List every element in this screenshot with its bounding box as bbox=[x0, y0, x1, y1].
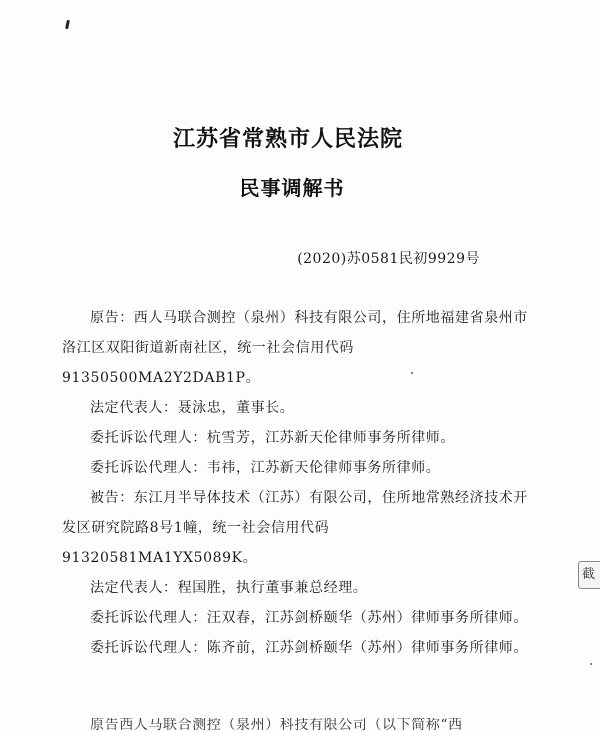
body-paragraph: 原告：西人马联合测控（泉州）科技有限公司，住所地福建省泉州市洛江区双阳街道新南社区，统一社会信用代码 bbox=[62, 310, 528, 356]
case-number: (2020)苏0581民初9929号 bbox=[297, 251, 480, 267]
scan-ink-mark bbox=[65, 20, 70, 29]
body-paragraph: 91350500MA2Y2DAB1P。 bbox=[62, 370, 261, 386]
body-paragraph: 法定代表人：程国胜，执行董事兼总经理。 bbox=[90, 580, 368, 596]
document-type-title: 民事调解书 bbox=[239, 176, 345, 200]
document-body bbox=[62, 303, 532, 663]
body-paragraph: 法定代表人：聂泳忠，董事长。 bbox=[90, 400, 295, 416]
screenshot-side-tab[interactable] bbox=[578, 561, 600, 589]
body-paragraph: 委托诉讼代理人：杭雪芳，江苏新天伦律师事务所律师。 bbox=[90, 430, 455, 446]
body-paragraph: 委托诉讼代理人：汪双春，江苏剑桥颐华（苏州）律师事务所律师。 bbox=[90, 610, 528, 626]
side-tab-label: 截 bbox=[582, 567, 596, 582]
body-paragraph: 被告：东江月半导体技术（江苏）有限公司，住所地常熟经济技术开发区研究院路8号1幢，统一社会信用代码 bbox=[62, 490, 528, 536]
body-paragraph: 委托诉讼代理人：陈齐前，江苏剑桥颐华（苏州）律师事务所律师。 bbox=[90, 640, 528, 656]
court-name: 江苏省常熟市人民法院 bbox=[172, 126, 403, 152]
scan-speck bbox=[590, 663, 592, 665]
cut-off-paragraph-text: 原告西人马联合测控（泉州）科技有限公司（以下简称“西 bbox=[90, 718, 463, 732]
body-paragraph: 委托诉讼代理人：韦祎，江苏新天伦律师事务所律师。 bbox=[90, 460, 441, 476]
body-paragraph: 91320581MA1YX5089K。 bbox=[62, 550, 258, 566]
